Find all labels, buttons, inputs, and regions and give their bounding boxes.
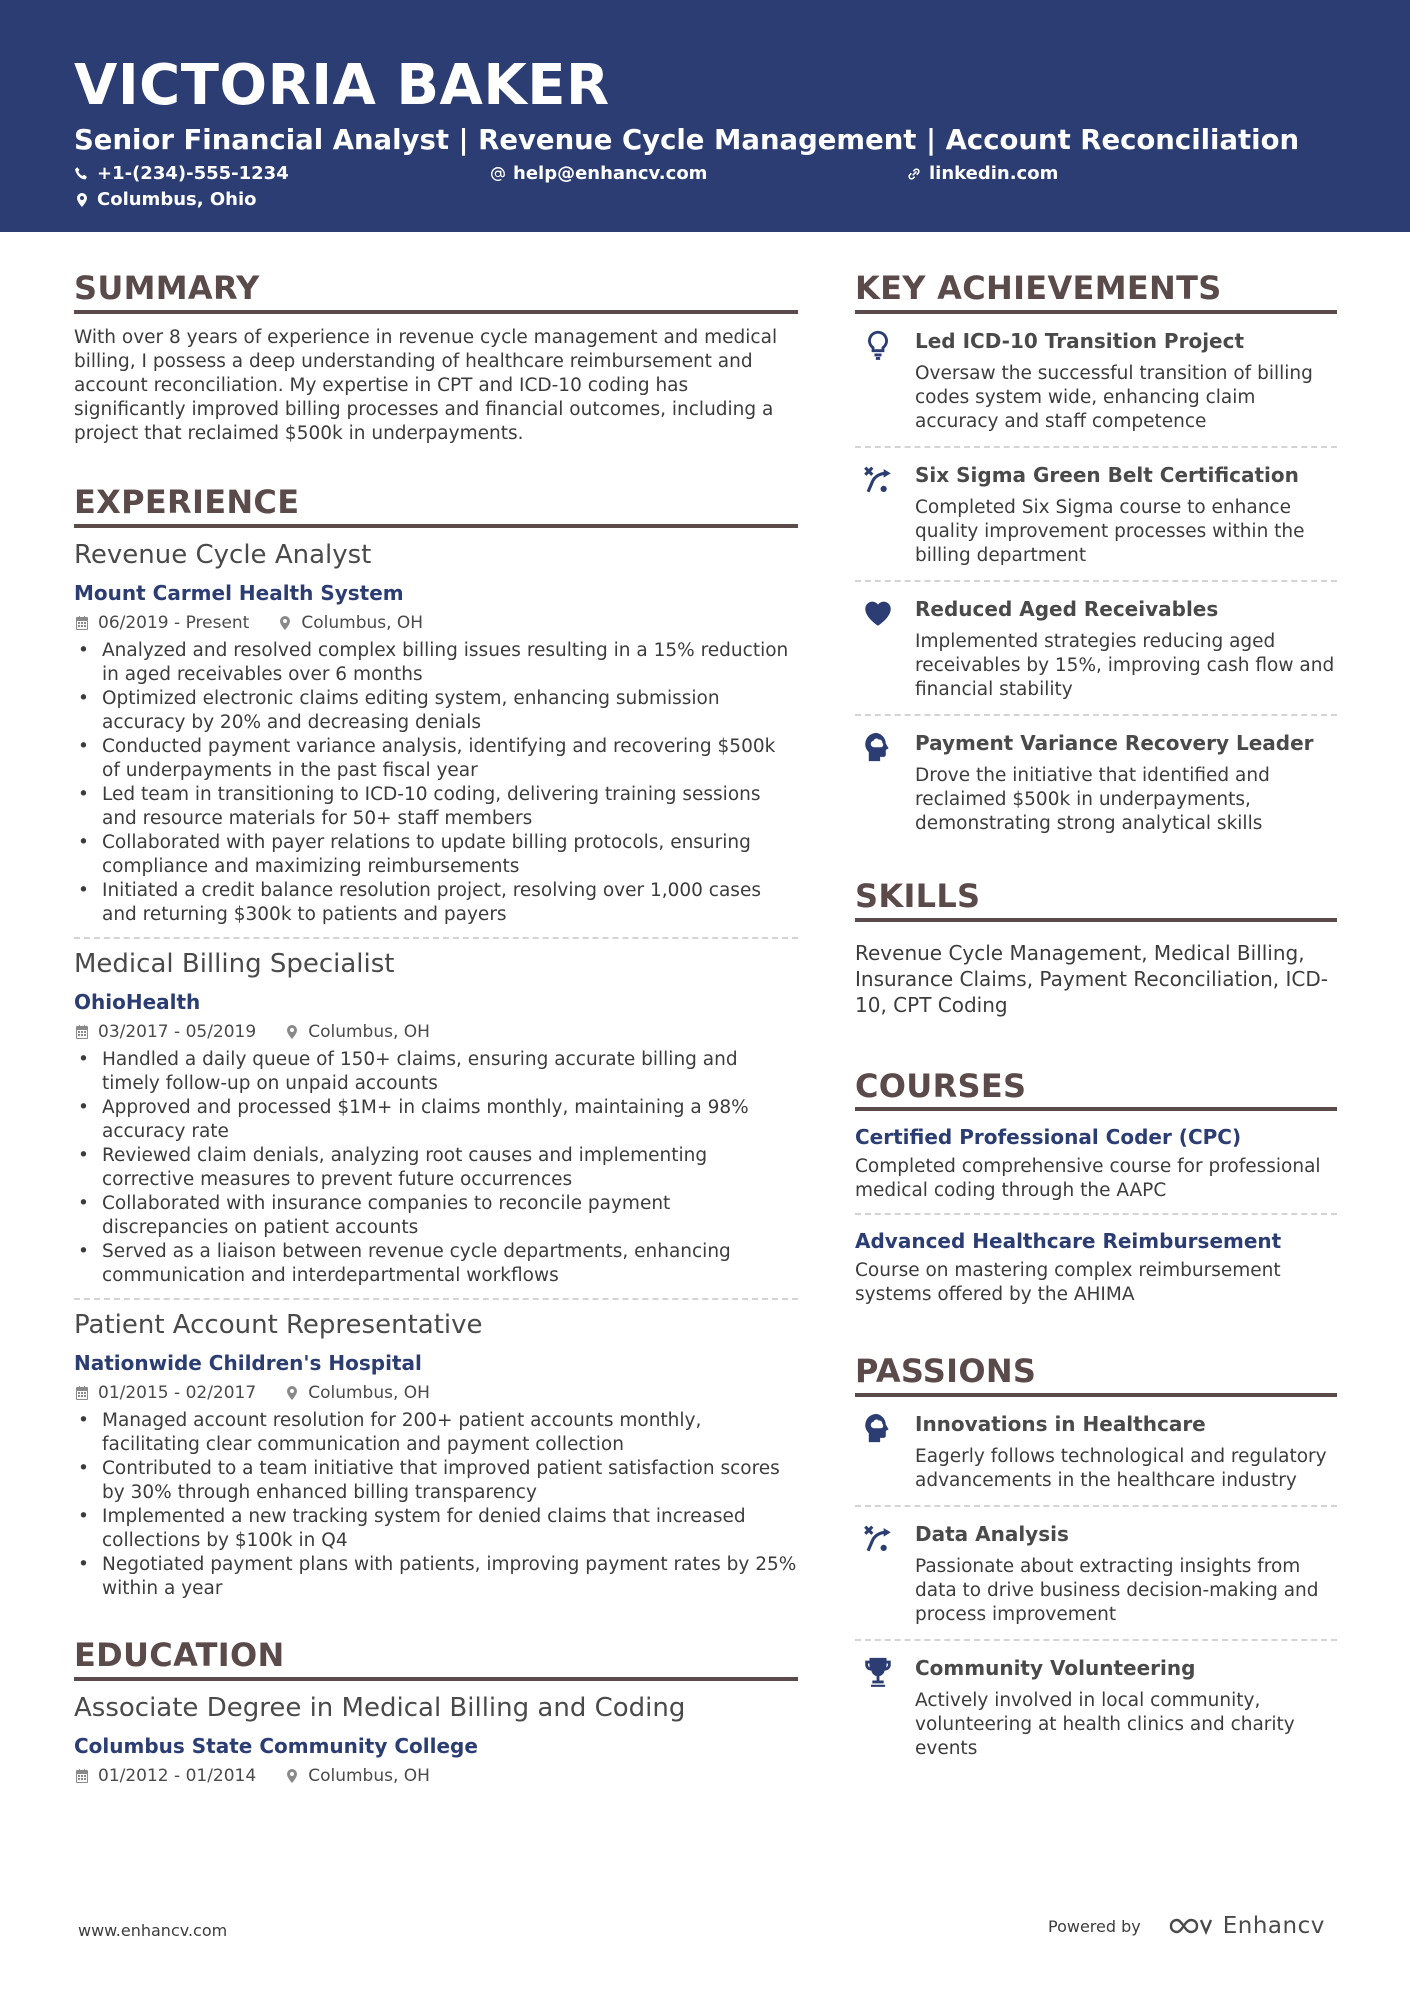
summary-text: With over 8 years of experience in revenue cycle management and medical billing, I possess a deep understanding of healthcare reimbursement and account reconciliation. My expertise in CPT and ICD-10 coding has significantly improved billing processes and financial outcomes, including a project that reclaimed $500k in underpayments.	[74, 326, 778, 444]
at-icon	[490, 166, 506, 182]
bullet-item: • Led team in transitioning to ICD-10 coding, delivering training sessions and resource materials for 50+ staff members	[74, 783, 798, 831]
passion-item	[855, 1507, 1337, 1639]
summary-title: SUMMARY	[74, 270, 798, 314]
bullet-item: • Contributed to a team initiative that improved patient satisfaction scores by 30% through enhanced billing transparency	[74, 1457, 798, 1505]
location-pin-icon	[284, 1385, 300, 1401]
heart-icon	[861, 596, 895, 630]
degree-title: Associate Degree in Medical Billing and Coding	[74, 1692, 686, 1723]
bullet-item: • Collaborated with insurance companies to reconcile payment discrepancies on patient accounts	[74, 1192, 798, 1240]
job-entry	[74, 949, 798, 1300]
company-name: OhioHealth	[74, 989, 201, 1014]
bullet-item: • Served as a liaison between revenue cycle departments, enhancing communication and interdepartmental workflows	[74, 1240, 798, 1288]
achievement-title: Payment Variance Recovery Leader	[915, 730, 1314, 755]
powered-by-label: Powered by	[1048, 1916, 1141, 1936]
achievement-item	[855, 582, 1337, 714]
education-meta	[74, 1766, 798, 1786]
achievement-item	[855, 448, 1337, 580]
right-column	[855, 270, 1337, 1773]
resume-header	[0, 0, 1410, 232]
candidate-name: VICTORIA BAKER	[74, 53, 610, 118]
education-location: Columbus, OH	[284, 1766, 430, 1786]
job-bullets	[74, 1048, 798, 1288]
contact-location	[74, 189, 257, 210]
education-dates: 01/2012 - 01/2014	[74, 1766, 256, 1786]
footer-website[interactable]: www.enhancv.com	[78, 1921, 228, 1940]
summary-section	[74, 270, 798, 446]
passion-desc: Passionate about extracting insights from data to drive business decision-making and process improvement	[915, 1556, 1319, 1626]
job-meta	[74, 1022, 798, 1042]
bullet-item: • Approved and processed $1M+ in claims monthly, maintaining a 98% accuracy rate	[74, 1096, 798, 1144]
location-pin-icon	[74, 192, 90, 208]
experience-title: EXPERIENCE	[74, 484, 798, 528]
course-title: Advanced Healthcare Reimbursement	[855, 1229, 1282, 1254]
job-title: Patient Account Representative	[74, 1309, 483, 1340]
skills-text: Revenue Cycle Management, Medical Billing, Insurance Claims, Payment Reconciliation, ICD-10, CPT Coding	[855, 940, 1328, 1017]
bullet-item: • Conducted payment variance analysis, identifying and recovering $500k of underpayments in the past fiscal year	[74, 735, 798, 783]
candidate-subtitle: Senior Financial Analyst | Revenue Cycle Management | Account Reconciliation	[74, 124, 1300, 156]
achievement-title: Six Sigma Green Belt Certification	[915, 462, 1299, 487]
contact-phone[interactable]	[74, 163, 289, 184]
course-title: Certified Professional Coder (CPC)	[855, 1125, 1242, 1150]
passion-desc: Eagerly follows technological and regulatory advancements in the healthcare industry	[915, 1446, 1327, 1492]
passions-title: PASSIONS	[855, 1353, 1337, 1397]
company-name: Nationwide Children's Hospital	[74, 1351, 422, 1376]
achievement-desc: Drove the initiative that identified and reclaimed $500k in underpayments, demonstrating strong analytical skills	[915, 764, 1270, 834]
job-location: Columbus, OH	[284, 1022, 430, 1042]
job-meta	[74, 613, 798, 633]
linkedin-text: linkedin.com	[929, 163, 1059, 184]
bullet-item: • Analyzed and resolved complex billing issues resulting in a 15% reduction in aged receivables over 6 months	[74, 639, 798, 687]
job-entry	[74, 540, 798, 939]
lightbulb-icon	[861, 328, 895, 362]
location-text: Columbus, Ohio	[97, 189, 257, 210]
job-title: Medical Billing Specialist	[74, 948, 395, 979]
achievement-item	[855, 314, 1337, 446]
location-pin-icon	[284, 1768, 300, 1784]
education-title: EDUCATION	[74, 1637, 798, 1681]
head-brain-icon	[861, 730, 895, 764]
education-section	[74, 1637, 798, 1786]
enhancv-logo[interactable]	[1167, 1913, 1325, 1939]
link-icon	[906, 166, 922, 182]
head-brain-icon	[861, 1411, 895, 1445]
job-meta	[74, 1383, 798, 1403]
contact-email[interactable]	[490, 163, 707, 184]
achievement-desc: Completed Six Sigma course to enhance quality improvement processes within the billing department	[915, 496, 1305, 566]
location-pin-icon	[284, 1024, 300, 1040]
bullet-item: • Handled a daily queue of 150+ claims, ensuring accurate billing and timely follow-up on unpaid accounts	[74, 1048, 798, 1096]
job-dates: 06/2019 - Present	[74, 613, 249, 633]
job-dates: 03/2017 - 05/2019	[74, 1022, 256, 1042]
courses-section	[855, 1068, 1337, 1308]
entry-divider	[74, 1298, 798, 1300]
achievement-title: Reduced Aged Receivables	[915, 596, 1219, 621]
passion-item	[855, 1641, 1337, 1773]
footer-branding	[1048, 1913, 1325, 1939]
bullet-item: • Managed account resolution for 200+ patient accounts monthly, facilitating clear communication and payment collection	[74, 1409, 798, 1457]
bullet-item: • Initiated a credit balance resolution project, resolving over 1,000 cases and returning $300k to patients and payers	[74, 879, 798, 927]
entry-divider	[74, 937, 798, 939]
job-entry	[74, 1310, 798, 1601]
calendar-icon	[74, 1024, 90, 1040]
location-pin-icon	[277, 615, 293, 631]
brand-text: Enhancv	[1222, 1913, 1325, 1939]
entry-divider	[855, 1213, 1337, 1215]
skills-section	[855, 878, 1337, 1018]
experience-section	[74, 484, 798, 1601]
bullet-item: • Optimized electronic claims editing system, enhancing submission accuracy by 20% and decreasing denials	[74, 687, 798, 735]
course-desc: Completed comprehensive course for professional medical coding through the AAPC	[855, 1156, 1321, 1202]
email-text: help@enhancv.com	[513, 163, 708, 184]
passion-desc: Actively involved in local community, volunteering at health clinics and charity events	[915, 1690, 1295, 1760]
achievements-section	[855, 270, 1337, 848]
strategy-icon	[861, 462, 895, 496]
passion-title: Community Volunteering	[915, 1656, 1196, 1681]
course-item	[855, 1229, 1337, 1307]
job-location: Columbus, OH	[284, 1383, 430, 1403]
course-desc: Course on mastering complex reimbursement systems offered by the AHIMA	[855, 1260, 1281, 1306]
bullet-item: • Reviewed claim denials, analyzing root causes and implementing corrective measures to prevent future occurrences	[74, 1144, 798, 1192]
trophy-icon	[861, 1655, 895, 1689]
passions-section	[855, 1353, 1337, 1773]
calendar-icon	[74, 615, 90, 631]
achievement-desc: Oversaw the successful transition of billing codes system wide, enhancing claim accuracy and staff competence	[915, 362, 1313, 432]
passion-title: Innovations in Healthcare	[915, 1412, 1206, 1437]
bullet-item: • Collaborated with payer relations to update billing protocols, ensuring compliance and maximizing reimbursements	[74, 831, 798, 879]
job-location: Columbus, OH	[277, 613, 423, 633]
enhancv-logo-icon	[1167, 1914, 1213, 1938]
calendar-icon	[74, 1768, 90, 1784]
job-title: Revenue Cycle Analyst	[74, 539, 372, 570]
achievement-item	[855, 716, 1337, 848]
achievement-title: Led ICD-10 Transition Project	[915, 328, 1245, 353]
phone-icon	[74, 166, 90, 182]
bullet-item: • Negotiated payment plans with patients, improving payment rates by 25% within a year	[74, 1553, 798, 1601]
skills-title: SKILLS	[855, 878, 1337, 922]
bullet-item: • Implemented a new tracking system for denied claims that increased collections by $100k in Q4	[74, 1505, 798, 1553]
contact-linkedin[interactable]	[906, 163, 1058, 184]
phone-text: +1-(234)-555-1234	[97, 163, 289, 184]
job-dates: 01/2015 - 02/2017	[74, 1383, 256, 1403]
course-item	[855, 1125, 1337, 1215]
school-name: Columbus State Community College	[74, 1734, 478, 1759]
calendar-icon	[74, 1385, 90, 1401]
passion-title: Data Analysis	[915, 1522, 1069, 1547]
job-bullets	[74, 1409, 798, 1601]
achievement-desc: Implemented strategies reducing aged receivables by 15%, improving cash flow and financial stability	[915, 630, 1335, 700]
company-name: Mount Carmel Health System	[74, 580, 404, 605]
passion-item	[855, 1397, 1337, 1505]
strategy-icon	[861, 1521, 895, 1555]
left-column	[74, 270, 798, 1786]
achievements-title: KEY ACHIEVEMENTS	[855, 270, 1337, 314]
courses-title: COURSES	[855, 1068, 1337, 1112]
job-bullets	[74, 639, 798, 927]
